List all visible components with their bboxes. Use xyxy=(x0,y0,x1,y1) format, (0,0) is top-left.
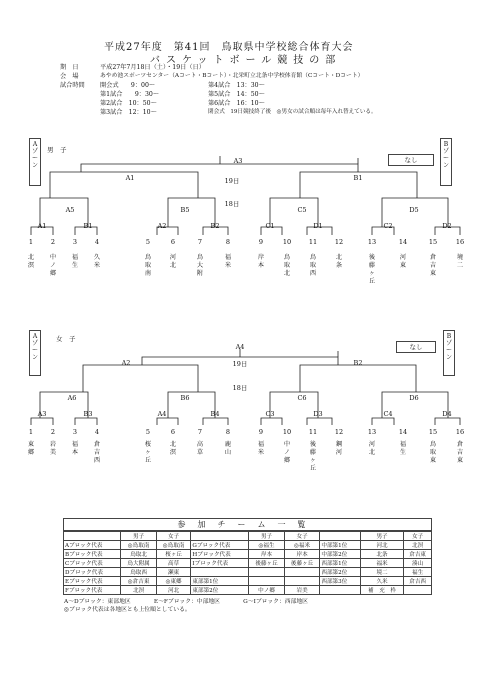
girls-team-name: 桜ヶ丘 xyxy=(144,441,152,464)
participants-row xyxy=(64,577,432,586)
girls-team-name: 鋼河 xyxy=(335,441,343,456)
boys-team-name: 福米 xyxy=(224,254,232,269)
participants-row xyxy=(64,559,432,568)
boys-first-label-4: B2 xyxy=(210,222,220,230)
boys-seed-number: 5 xyxy=(145,238,151,246)
girls-seed-number: 9 xyxy=(258,428,264,436)
participants-cell: 福米 xyxy=(360,559,403,568)
participants-cell: 鳥取西 xyxy=(121,568,157,577)
boys-zone-a: Aゾーン xyxy=(29,138,41,186)
boys-quarter-label-2: B5 xyxy=(180,206,190,214)
info-label-venue: 会 場 xyxy=(60,73,79,80)
participants-cell: 後藤ヶ丘 xyxy=(249,559,285,568)
boys-first-label-8: D2 xyxy=(442,222,452,230)
participants-cell: 中部第1位 xyxy=(320,541,361,550)
girls-team-name: 鳥取東 xyxy=(429,441,437,464)
time-right-4: 閉会式 19日競技終了後 ◎男女の試合順は毎年入れ替えている。 xyxy=(208,109,377,115)
girls-team-name: 高草 xyxy=(196,441,204,456)
participants-cell: 福生 xyxy=(404,568,432,577)
participants-cell: ◎福生 xyxy=(249,541,285,550)
participants-cell xyxy=(284,577,320,586)
participants-cell: 後藤ヶ丘 xyxy=(284,559,320,568)
participants-row xyxy=(64,541,432,550)
girls-team-name: 倉吉東 xyxy=(456,441,464,464)
boys-seed-number: 13 xyxy=(367,238,377,246)
participants-header-cell: 男子 xyxy=(121,532,157,541)
boys-quarter-label-4: D5 xyxy=(409,206,419,214)
participants-cell: 岸本 xyxy=(249,550,285,559)
girls-label: 女 子 xyxy=(56,335,76,343)
participants-cell: Dブロック代表 xyxy=(64,568,121,577)
girls-seed-number: 1 xyxy=(28,428,34,436)
boys-first-label-2: B1 xyxy=(83,222,93,230)
girls-zone-b: Bゾーン xyxy=(443,330,455,376)
boys-seed-number: 16 xyxy=(455,238,465,246)
participants-cell: 瀬東 xyxy=(156,568,191,577)
girls-semi-label-2: B2 xyxy=(353,359,363,367)
boys-seed-number: 6 xyxy=(170,238,176,246)
boys-seed-number: 10 xyxy=(282,238,292,246)
participants-cell: 西部第1位 xyxy=(320,559,361,568)
participants-row xyxy=(64,586,432,595)
time-left-3: 第2試合 10：50～ xyxy=(100,100,157,107)
boys-first-label-3: A2 xyxy=(157,222,167,230)
boys-team-name: 河東 xyxy=(399,254,407,269)
participants-cell: 西部第3位 xyxy=(320,577,361,586)
boys-team-name: 久米 xyxy=(93,254,101,269)
participants-cell: 中ノ郷 xyxy=(249,586,285,595)
girls-team-name: 鹿山 xyxy=(224,441,232,456)
participants-header-cell: 男子 xyxy=(360,532,403,541)
boys-team-name: 後藤ヶ丘 xyxy=(368,254,376,285)
boys-seed-number: 12 xyxy=(334,238,344,246)
participants-cell xyxy=(191,568,249,577)
girls-seed-number: 15 xyxy=(428,428,438,436)
participants-cell: Aブロック代表 xyxy=(64,541,121,550)
participants-cell: 北溟 xyxy=(121,586,157,595)
participants-cell: 補 充 枠 xyxy=(360,586,403,595)
girls-team-name: 東郷 xyxy=(27,441,35,456)
girls-nashi-box: なし xyxy=(396,341,436,353)
participants-cell: 高草 xyxy=(156,559,191,568)
participants-header-cell xyxy=(64,532,121,541)
participants-cell: ◎鳥取南 xyxy=(121,541,157,550)
participants-cell: ◎福米 xyxy=(284,541,320,550)
boys-quarter-label-1: A5 xyxy=(65,206,75,214)
boys-first-label-6: D1 xyxy=(313,222,323,230)
girls-team-name: 倉吉西 xyxy=(93,441,101,464)
boys-first-label-1: A1 xyxy=(37,222,47,230)
girls-first-label-5: C3 xyxy=(265,410,275,418)
boys-quarter-label-3: C5 xyxy=(297,206,307,214)
participants-cell: ◎鳥取南 xyxy=(156,541,191,550)
girls-seed-number: 6 xyxy=(170,428,176,436)
participants-header-cell: 女子 xyxy=(284,532,320,541)
girls-team-name: 北溟 xyxy=(169,441,177,456)
participants-cell: 境二 xyxy=(360,568,403,577)
boys-zone-b: Bゾーン xyxy=(440,138,452,186)
girls-seed-number: 10 xyxy=(282,428,292,436)
boys-team-name: 福生 xyxy=(71,254,79,269)
boys-first-label-5: C1 xyxy=(265,222,275,230)
participants-cell: 中部第2位 xyxy=(320,550,361,559)
participants-cell: Iブロック代表 xyxy=(191,559,249,568)
participants-row xyxy=(64,550,432,559)
participants-row xyxy=(64,568,432,577)
girls-team-name: 福本 xyxy=(71,441,79,456)
participants-note-2: ◎ブロック代表は各地区とも上位順としている。 xyxy=(64,607,191,613)
boys-seed-number: 9 xyxy=(258,238,264,246)
time-left-1: 開会式 9：00～ xyxy=(100,82,156,89)
participants-cell: Fブロック代表 xyxy=(64,586,121,595)
girls-seed-number: 14 xyxy=(398,428,408,436)
participants-cell xyxy=(249,568,285,577)
boys-team-name: 鳥取北 xyxy=(283,254,291,277)
participants-cell: ◎東郷 xyxy=(156,577,191,586)
participants-cell xyxy=(284,568,320,577)
boys-team-name: 中ノ郷 xyxy=(49,254,57,277)
girls-quarter-label-4: D6 xyxy=(409,394,419,402)
participants-note-1: A～Dブロック：東部地区 E～Fブロック：中部地区 G～Iブロック：西部地区 xyxy=(64,599,308,605)
girls-seed-number: 16 xyxy=(455,428,465,436)
participants-cell: 河北 xyxy=(156,586,191,595)
participants-cell xyxy=(404,586,432,595)
girls-team-name: 後藤ヶ丘 xyxy=(309,441,317,472)
boys-team-name: 境二 xyxy=(456,254,464,269)
participants-cell: 東部第2位 xyxy=(191,586,249,595)
participants-cell: 東部第1位 xyxy=(191,577,249,586)
info-value-venue: あやめ池スポーツセンター（Aコート・Bコート）・北栄町立北条中学校体育館（Cコート・Dコート） xyxy=(100,73,364,79)
girls-seed-number: 2 xyxy=(50,428,56,436)
time-right-1: 第4試合 13：30～ xyxy=(208,82,265,89)
boys-semi-label-1: A1 xyxy=(125,174,135,182)
girls-first-label-1: A3 xyxy=(37,410,47,418)
participants-cell: 岩美 xyxy=(284,586,320,595)
boys-seed-number: 14 xyxy=(398,238,408,246)
girls-seed-number: 11 xyxy=(308,428,318,436)
boys-team-name: 北溟 xyxy=(27,254,35,269)
participants-header-cell: 女子 xyxy=(404,532,432,541)
participants-cell: 北条 xyxy=(360,550,403,559)
boys-seed-number: 1 xyxy=(28,238,34,246)
participants-cell: 桜ヶ丘 xyxy=(156,550,191,559)
boys-day18: 18日 xyxy=(224,200,240,208)
participants-cell: 岸本 xyxy=(284,550,320,559)
boys-team-name: 鳥取西 xyxy=(309,254,317,277)
girls-seed-number: 13 xyxy=(367,428,377,436)
participants-cell: 河北 xyxy=(360,541,403,550)
girls-day19: 19日 xyxy=(232,360,248,368)
boys-day19: 19日 xyxy=(224,177,240,185)
girls-seed-number: 7 xyxy=(197,428,203,436)
participants-cell: 鳥取北 xyxy=(121,550,157,559)
time-left-4: 第3試合 12：10～ xyxy=(100,109,157,116)
girls-quarter-label-1: A6 xyxy=(67,394,77,402)
participants-cell: Gブロック代表 xyxy=(191,541,249,550)
boys-nashi-box: なし xyxy=(388,154,434,166)
girls-day18: 18日 xyxy=(232,384,248,392)
girls-team-name: 河北 xyxy=(368,441,376,456)
girls-quarter-label-2: B6 xyxy=(180,394,190,402)
boys-first-label-7: C2 xyxy=(383,222,393,230)
girls-seed-number: 4 xyxy=(94,428,100,436)
boys-seed-number: 7 xyxy=(197,238,203,246)
participants-header-cell xyxy=(320,532,361,541)
info-value-date: 平成27年7月18日（土）・19日（日） xyxy=(100,64,205,71)
girls-zone-a: Aゾーン xyxy=(29,330,41,376)
time-right-2: 第5試合 14：50～ xyxy=(208,91,265,98)
participants-header-cell: 女子 xyxy=(156,532,191,541)
girls-seed-number: 5 xyxy=(145,428,151,436)
participants-cell: Bブロック代表 xyxy=(64,550,121,559)
participants-cell xyxy=(249,577,285,586)
boys-seed-number: 8 xyxy=(225,238,231,246)
participants-header-cell: 男子 xyxy=(249,532,285,541)
girls-seed-number: 8 xyxy=(225,428,231,436)
participants-table xyxy=(63,531,432,595)
girls-seed-number: 3 xyxy=(72,428,78,436)
participants-cell: Cブロック代表 xyxy=(64,559,121,568)
participants-cell: Eブロック代表 xyxy=(64,577,121,586)
time-left-2: 第1試合 9：30～ xyxy=(100,91,160,98)
girls-semi-label-1: A2 xyxy=(121,359,131,367)
boys-team-name: 北条 xyxy=(335,254,343,269)
participants-cell xyxy=(320,586,361,595)
boys-final-label: A3 xyxy=(233,157,243,165)
boys-seed-number: 11 xyxy=(308,238,318,246)
girls-first-label-7: C4 xyxy=(383,410,393,418)
girls-team-name: 福米 xyxy=(257,441,265,456)
girls-first-label-3: A4 xyxy=(157,410,167,418)
participants-title: 参加チーム一覧 xyxy=(63,518,432,531)
boys-seed-number: 2 xyxy=(50,238,56,246)
boys-team-name: 河北 xyxy=(169,254,177,269)
boys-seed-number: 15 xyxy=(428,238,438,246)
page-title: 平成27年度 第41回 鳥取県中学校総合体育大会 xyxy=(104,42,354,53)
participants-cell: 久米 xyxy=(360,577,403,586)
boys-team-name: 鳥大附 xyxy=(196,254,204,277)
participants-cell: 倉吉東 xyxy=(404,550,432,559)
boys-seed-number: 3 xyxy=(72,238,78,246)
girls-final-label: A4 xyxy=(235,343,245,351)
boys-team-name: 鳥取南 xyxy=(144,254,152,277)
participants-cell: 倉吉西 xyxy=(404,577,432,586)
boys-label: 男 子 xyxy=(47,146,67,154)
participants-cell: 西部第2位 xyxy=(320,568,361,577)
participants-cell: ◎倉吉東 xyxy=(121,577,157,586)
girls-first-label-4: B4 xyxy=(210,410,220,418)
girls-first-label-2: B3 xyxy=(83,410,93,418)
time-right-3: 第6試合 16：10～ xyxy=(208,100,265,107)
info-label-date: 期 日 xyxy=(60,64,79,71)
info-label-time: 試合時間 xyxy=(60,82,85,89)
participants-cell: 湊山 xyxy=(404,559,432,568)
participants-header-row xyxy=(64,532,432,541)
boys-team-name: 岸本 xyxy=(257,254,265,269)
boys-seed-number: 4 xyxy=(94,238,100,246)
participants-cell: 北溟 xyxy=(404,541,432,550)
participants-cell: 鳥大附属 xyxy=(121,559,157,568)
boys-team-name: 倉吉東 xyxy=(429,254,437,277)
girls-team-name: 福生 xyxy=(399,441,407,456)
girls-team-name: 中ノ郷 xyxy=(283,441,291,464)
boys-semi-label-2: B1 xyxy=(353,174,363,182)
girls-seed-number: 12 xyxy=(334,428,344,436)
girls-quarter-label-3: C6 xyxy=(297,394,307,402)
girls-team-name: 岩美 xyxy=(49,441,57,456)
participants-header-cell xyxy=(191,532,249,541)
girls-first-label-6: D3 xyxy=(313,410,323,418)
girls-first-label-8: D4 xyxy=(442,410,452,418)
page-subtitle: バスケットボール競技の部 xyxy=(150,55,342,66)
participants-cell: Hブロック代表 xyxy=(191,550,249,559)
